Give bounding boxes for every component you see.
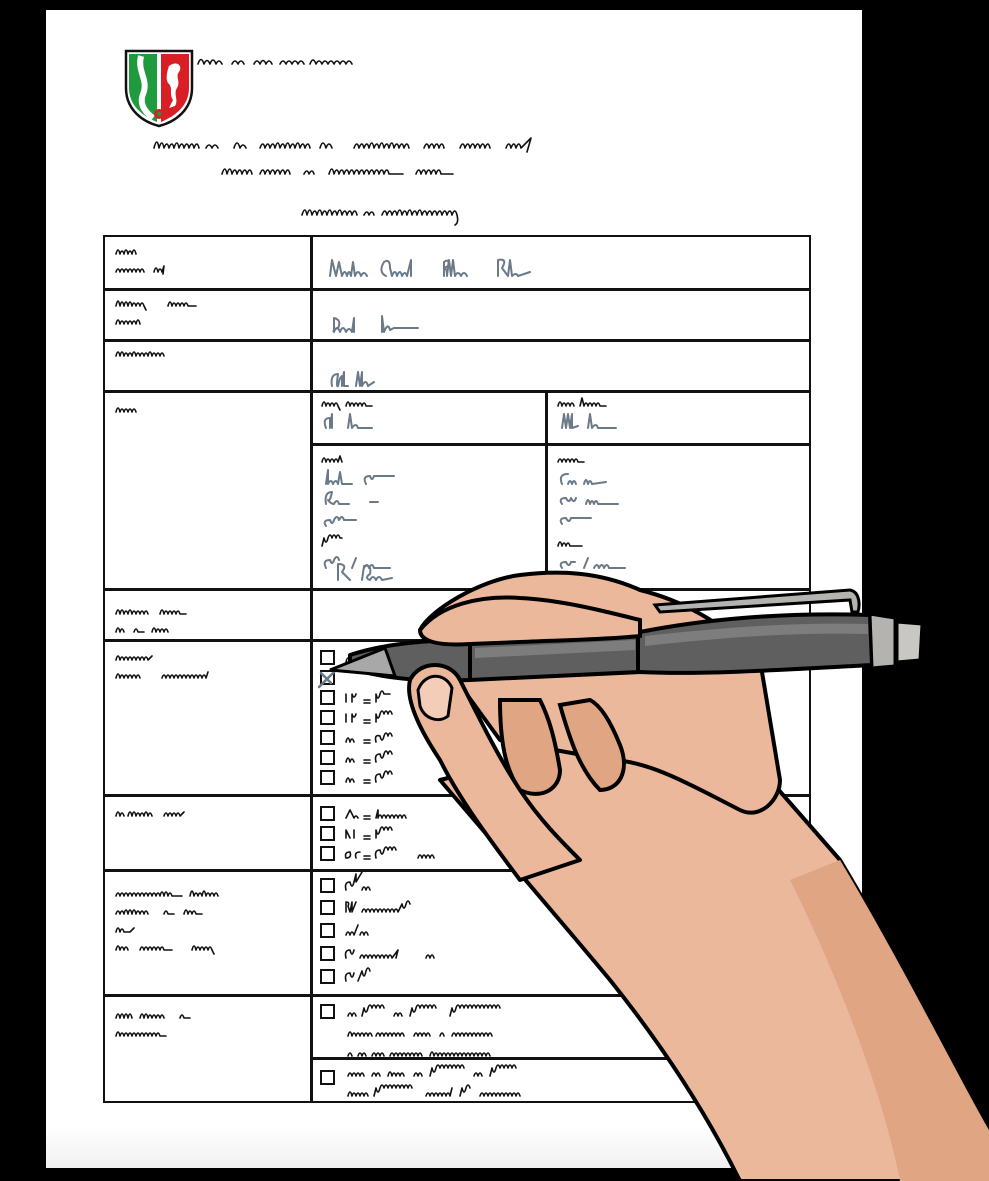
- checkbox-option-6[interactable]: [320, 750, 335, 765]
- checkbox-school-1[interactable]: [320, 806, 335, 821]
- checkbox-declaration-1[interactable]: [320, 1004, 335, 1019]
- pen-cap-ring: [870, 614, 895, 668]
- checkbox-option-7[interactable]: [320, 770, 335, 785]
- checkbox-language-3[interactable]: [320, 923, 335, 938]
- checkbox-labels-group-3: [342, 878, 542, 988]
- paper-shadow: [46, 1128, 862, 1168]
- checkbox-labels-group-1: [342, 650, 502, 790]
- checkbox-language-1[interactable]: [320, 878, 335, 893]
- form-title: [154, 134, 764, 178]
- checkbox-option-4[interactable]: [320, 710, 335, 725]
- checkbox-option-1[interactable]: [320, 650, 335, 665]
- checkbox-language-5[interactable]: [320, 969, 335, 984]
- row-labels: [114, 246, 304, 1046]
- checkbox-language-4[interactable]: [320, 946, 335, 961]
- checkbox-option-5[interactable]: [320, 730, 335, 745]
- checkbox-school-3[interactable]: [320, 846, 335, 861]
- checkbox-option-2-checked[interactable]: [320, 670, 335, 685]
- form-paper: [46, 10, 862, 1168]
- checkbox-option-3[interactable]: [320, 690, 335, 705]
- checkbox-declaration-2[interactable]: [320, 1070, 335, 1085]
- checkbox-language-2[interactable]: [320, 900, 335, 915]
- nrw-crest-icon: [123, 48, 195, 128]
- column-divider: [310, 237, 313, 1101]
- parents-section: [318, 396, 798, 576]
- declaration-text: [344, 1004, 744, 1104]
- header-scribble: [198, 54, 388, 70]
- form-subtitle: [302, 203, 612, 225]
- pen-cap-end: [897, 622, 922, 662]
- checkbox-labels-group-2: [342, 806, 502, 866]
- checkbox-school-2[interactable]: [320, 826, 335, 841]
